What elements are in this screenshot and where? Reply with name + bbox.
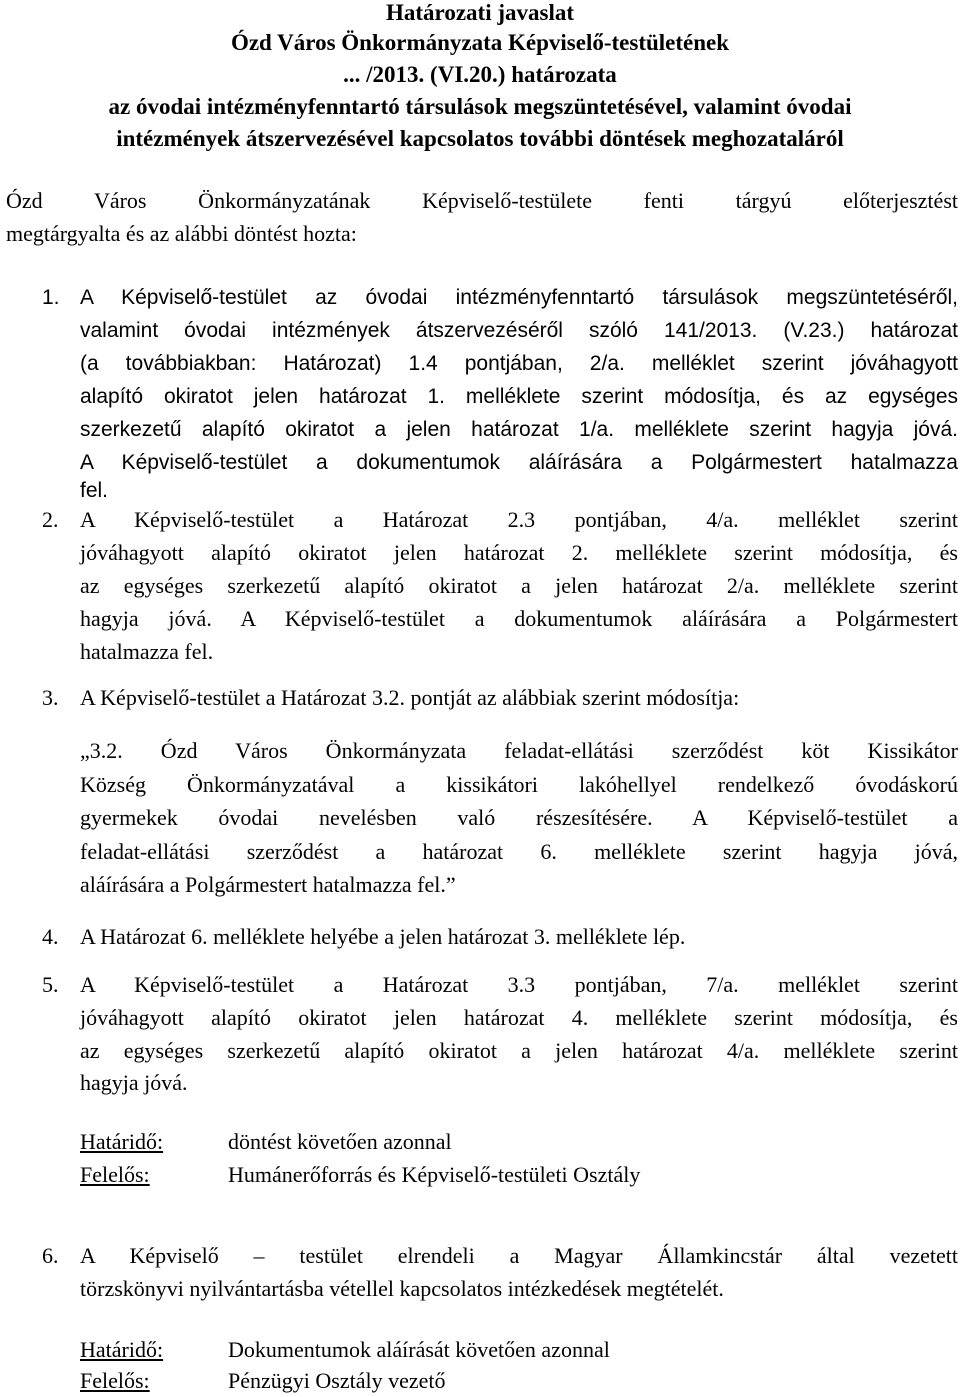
document-title-line-3: ... /2013. (VI.20.) határozata: [343, 62, 617, 87]
intro-line-1: Ózd Város Önkormányzatának Képviselő-testülete fenti tárgyú előterjesztést: [6, 188, 958, 213]
item-1-line-6: A Képviselő-testület a dokumentumok aláírására a Polgármestert hatalmazza: [80, 451, 958, 474]
item-5-line-3: az egységes szerkezetű alapító okiratot a jelen határozat 4/a. melléklete szerint: [80, 1038, 958, 1063]
item-3-number: 3.: [42, 685, 59, 710]
responsible-value-1: Humánerőforrás és Képviselő-testületi Osztály: [228, 1162, 641, 1187]
quote-line-5: aláírására a Polgármestert hatalmazza fel.”: [80, 872, 456, 897]
item-1-line-1: A Képviselő-testület az óvodai intézményfenntartó társulások megszüntetéséről,: [80, 286, 958, 309]
item-2-line-1: A Képviselő-testület a Határozat 2.3 pontjában, 4/a. melléklet szerint: [80, 507, 958, 532]
item-2-line-5: hatalmazza fel.: [80, 639, 214, 664]
item-3-line-1: A Képviselő-testület a Határozat 3.2. pontját az alábbiak szerint módosítja:: [80, 685, 740, 710]
item-4-number: 4.: [42, 924, 59, 949]
deadline-value-2: Dokumentumok aláírását követően azonnal: [228, 1337, 610, 1362]
item-2-line-3: az egységes szerkezetű alapító okiratot a jelen határozat 2/a. melléklete szerint: [80, 573, 958, 598]
quote-line-3: gyermekek óvodai nevelésben való részesítésére. A Képviselő-testület a: [80, 805, 958, 830]
deadline-value-1: döntést követően azonnal: [228, 1129, 452, 1154]
item-2-line-4: hagyja jóvá. A Képviselő-testület a dokumentumok aláírására a Polgármestert: [80, 606, 958, 631]
document-title-line-2: Ózd Város Önkormányzata Képviselő-testületének: [230, 30, 730, 55]
item-2-number: 2.: [42, 507, 59, 532]
item-1-line-7: fel.: [80, 479, 109, 502]
item-6-line-1: A Képviselő – testület elrendeli a Magyar Államkincstár által vezetett: [80, 1243, 958, 1268]
item-1-number: 1.: [42, 286, 60, 309]
responsible-label-1: Felelős:: [80, 1162, 150, 1187]
item-6-number: 6.: [42, 1243, 59, 1268]
responsible-label-2: Felelős:: [80, 1368, 150, 1393]
deadline-label-2: Határidő:: [80, 1337, 164, 1362]
item-5-number: 5.: [42, 972, 59, 997]
item-5-line-2: jóváhagyott alapító okiratot jelen határozat 4. melléklete szerint módosítja, és: [80, 1005, 958, 1030]
document-title-line-4: az óvodai intézményfenntartó társulások megszüntetésével, valamint óvodai: [108, 94, 852, 119]
deadline-label-1: Határidő:: [80, 1129, 164, 1154]
item-2-line-2: jóváhagyott alapító okiratot jelen határozat 2. melléklete szerint módosítja, és: [80, 540, 958, 565]
item-4-line-1: A Határozat 6. melléklete helyébe a jelen határozat 3. melléklete lép.: [80, 924, 686, 949]
quote-line-2: Község Önkormányzatával a kissikátori lakóhellyel rendelkező óvodáskorú: [80, 772, 958, 797]
item-6-line-2: törzskönyvi nyilvántartásba vétellel kapcsolatos intézkedések megtételét.: [80, 1276, 724, 1301]
item-5-line-4: hagyja jóvá.: [80, 1070, 188, 1095]
quote-line-4: feladat-ellátási szerződést a határozat 6. melléklete szerint hagyja jóvá,: [80, 839, 958, 864]
item-1-line-4: alapító okiratot jelen határozat 1. melléklete szerint módosítja, és az egységes: [80, 385, 958, 408]
document-title-line-1: Határozati javaslat: [385, 0, 574, 25]
item-1-line-3: (a továbbiakban: Határozat) 1.4 pontjában, 2/a. melléklet szerint jóváhagyott: [80, 352, 958, 375]
item-1-line-5: szerkezetű alapító okiratot a jelen határozat 1/a. melléklete szerint hagyja jóvá.: [80, 418, 958, 441]
item-5-line-1: A Képviselő-testület a Határozat 3.3 pontjában, 7/a. melléklet szerint: [80, 972, 958, 997]
responsible-value-2: Pénzügyi Osztály vezető: [228, 1368, 446, 1393]
document-title-line-5: intézmények átszervezésével kapcsolatos további döntések meghozataláról: [116, 126, 844, 151]
item-1-line-2: valamint óvodai intézmények átszervezéséről szóló 141/2013. (V.23.) határozat: [80, 319, 958, 342]
quote-line-1: „3.2. Ózd Város Önkormányzata feladat-ellátási szerződést köt Kissikátor: [80, 738, 958, 763]
intro-line-2: megtárgyalta és az alábbi döntést hozta:: [6, 221, 357, 246]
